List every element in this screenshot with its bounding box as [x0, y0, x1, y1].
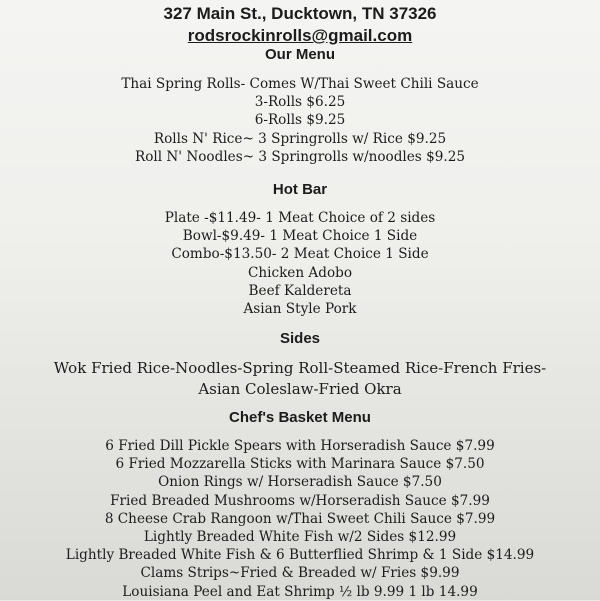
- menu-item: Roll N' Noodles~ 3 Springrolls w/noodles $9.25: [134, 148, 466, 165]
- hot-bar-heading: Hot Bar: [272, 181, 328, 198]
- menu-item: Louisiana Peel and Eat Shrimp ½ lb 9.99 1 lb 14.99: [122, 583, 478, 600]
- menu-item: Clams Strips~Fried & Breaded w/ Fries $9.99: [140, 565, 460, 582]
- menu-item: Plate -$11.49- 1 Meat Choice of 2 sides: [164, 210, 436, 226]
- menu-item: Lightly Breaded White Fish & 6 Butterflied Shrimp & 1 Side $14.99: [65, 547, 535, 564]
- restaurant-address: 327 Main St., Ducktown, TN 37326: [163, 4, 437, 23]
- menu-item: Chicken Adobo: [247, 264, 353, 281]
- sides-list: [0, 358, 600, 400]
- our-menu-list: [0, 75, 600, 166]
- menu-item: Onion Rings w/ Horseradish Sauce $7.50: [158, 474, 442, 491]
- menu-item: Combo-$13.50- 2 Meat Choice 1 Side: [171, 246, 429, 263]
- menu-item: Beef Kaldereta: [248, 282, 352, 299]
- sides-line: Asian Coleslaw-Fried Okra: [198, 380, 402, 398]
- menu-item: 3-Rolls $6.25: [254, 94, 346, 111]
- sides-line: Wok Fried Rice-Noodles-Spring Roll-Steamed Rice-French Fries-: [53, 359, 547, 377]
- our-menu-heading: Our Menu: [265, 46, 335, 63]
- chefs-basket-list: [0, 437, 600, 601]
- menu-item: Thai Spring Rolls- Comes W/Thai Sweet Chili Sauce: [121, 76, 479, 92]
- restaurant-email[interactable]: rodsrockinrolls@gmail.com: [187, 26, 413, 45]
- menu-item: 8 Cheese Crab Rangoon w/Thai Sweet Chili Sauce $7.99: [104, 510, 496, 527]
- chefs-basket-heading: Chef's Basket Menu: [229, 409, 371, 426]
- menu-item: Asian Style Pork: [243, 301, 357, 318]
- sides-heading: Sides: [279, 330, 321, 347]
- menu-item: Fried Breaded Mushrooms w/Horseradish Sauce $7.99: [110, 492, 490, 509]
- menu-item: Bowl-$9.49- 1 Meat Choice 1 Side: [182, 228, 418, 245]
- menu-item: Lightly Breaded White Fish w/2 Sides $12.99: [143, 529, 457, 546]
- menu-item: Rolls N' Rice~ 3 Springrolls w/ Rice $9.25: [153, 130, 447, 147]
- menu-item: 6 Fried Mozzarella Sticks with Marinara Sauce $7.50: [115, 456, 485, 473]
- menu-item: 6-Rolls $9.25: [254, 112, 346, 129]
- menu-item: 6 Fried Dill Pickle Spears with Horseradish Sauce $7.99: [105, 438, 495, 454]
- hot-bar-list: [0, 209, 600, 318]
